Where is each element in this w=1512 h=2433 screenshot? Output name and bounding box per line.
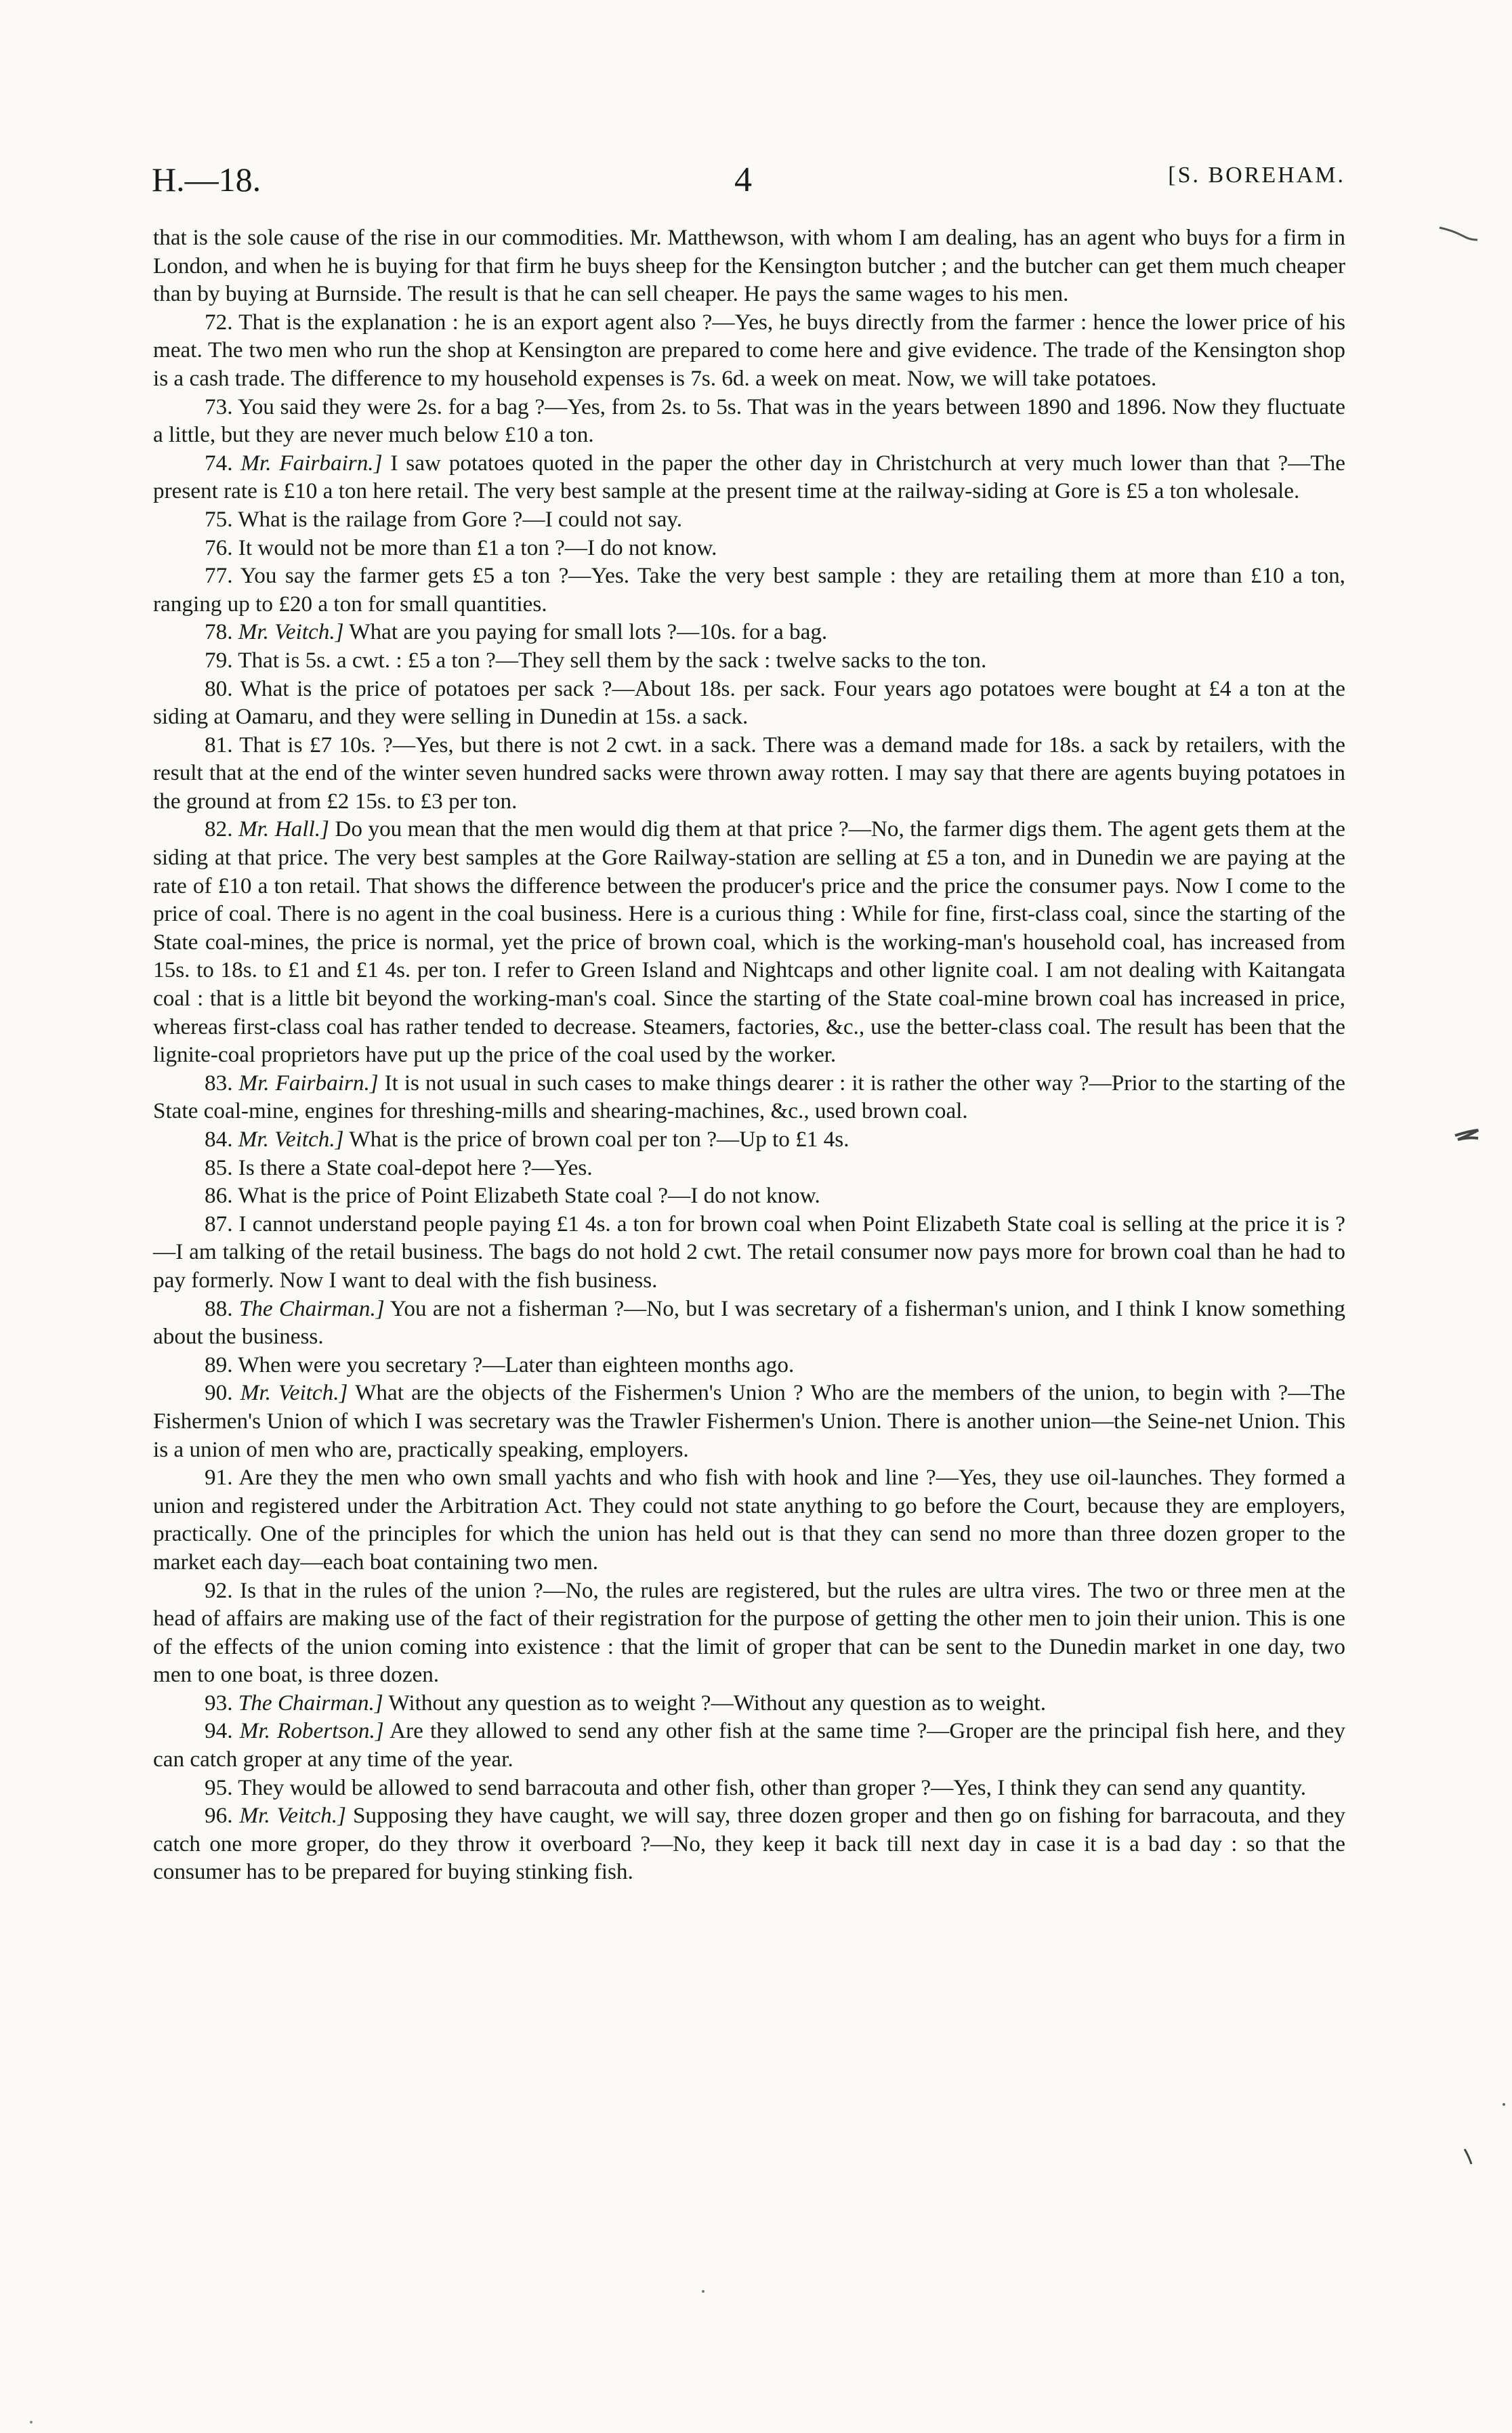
speaker: Mr. Fairbairn.]: [240, 450, 383, 476]
question-91: 91. Are they the men who own small yachts and who fish with hook and line ?—Yes, they use oil-launches. They formed a union and registered under the Arbitration Act. They could not state anything to go before the Court, because they are employers, practically. One of the principles for which the union has held out is that they can send no more than three dozen groper to the market each day—each boat containing two men.: [153, 1465, 1345, 1575]
question-number: 79.: [205, 647, 233, 673]
question-89: 89. When were you secretary ?—Later than eighteen months ago.: [205, 1352, 795, 1377]
question-74: 74. Mr. Fairbairn.] I saw potatoes quoted in the paper the other day in Christchurch at very much lower than that ?—The present rate is £10 a ton here retail. The very best sample at the present time at the railway-siding at Gore is £5 a ton wholesale.: [153, 450, 1345, 504]
question-78: 78. Mr. Veitch.] What are you paying for small lots ?—10s. for a bag.: [205, 619, 828, 645]
page-header: [152, 160, 1345, 201]
question-number: 94.: [205, 1718, 233, 1744]
question-number: 81.: [205, 732, 233, 757]
margin-mark-top: [1440, 228, 1477, 240]
question-number: 89.: [205, 1352, 233, 1377]
question-72: 72. That is the explanation : he is an export agent also ?—Yes, he buys directly from the farmer : hence the lower price of his meat. The two men who run the shop at Kensington are prepared to come here and give evidence. The trade of the Kensington shop is a cash trade. The difference to my household expenses is 7s. 6d. a week on meat. Now, we will take potatoes.: [153, 309, 1345, 391]
speaker: Mr. Robertson.]: [239, 1718, 384, 1744]
question-number: 83.: [205, 1070, 233, 1096]
question-number: 93.: [205, 1690, 233, 1715]
question-83: 83. Mr. Fairbairn.] It is not usual in such cases to make things dearer : it is rather the other way ?—Prior to the starting of the State coal-mine, engines for threshing-mills and shearing-machines, &c., used brown coal.: [153, 1070, 1345, 1124]
witness-name: [S. BOREHAM.: [1168, 163, 1345, 188]
question-number: 80.: [205, 675, 233, 701]
speaker: Mr. Veitch.]: [240, 1380, 348, 1406]
speck-mark: [30, 2421, 33, 2424]
question-number: 82.: [205, 816, 233, 842]
paragraph-continuation: that is the sole cause of the rise in our commodities. Mr. Matthewson, with whom I am dealing, has an agent who buys for a firm in London, and when he is buying for that firm he buys sheep for the Kensington butcher ; and the butcher can get them much cheaper than by buying at Burnside. The result is that he can sell cheaper. He pays the same wages to his men.: [153, 225, 1345, 307]
page-number: 4: [734, 161, 752, 199]
speaker: Mr. Veitch.]: [239, 1803, 346, 1829]
question-84: 84. Mr. Veitch.] What is the price of brown coal per ton ?—Up to £1 4s.: [205, 1127, 849, 1152]
question-number: 96.: [205, 1803, 233, 1829]
question-80: 80. What is the price of potatoes per sack ?—About 18s. per sack. Four years ago potatoes were bought at £4 a ton at the siding at Oamaru, and they were selling in Dunedin at 15s. a sack.: [153, 675, 1345, 730]
question-number: 88.: [205, 1295, 233, 1321]
speaker: The Chairman.]: [238, 1690, 383, 1715]
question-number: 95.: [205, 1774, 233, 1800]
speaker: The Chairman.]: [238, 1295, 385, 1321]
question-93: 93. The Chairman.] Without any question as to weight ?—Without any question as to weight.: [205, 1690, 1047, 1715]
question-87: 87. I cannot understand people paying £1 4s. a ton for brown coal when Point Elizabeth State coal is selling at the price it is ?—I am talking of the retail business. The bags do not hold 2 cwt. The retail consumer now pays more for brown coal than he had to pay formerly. Now I want to deal with the fish business.: [153, 1211, 1346, 1293]
question-number: 90.: [205, 1380, 233, 1406]
speaker: Mr. Veitch.]: [238, 619, 344, 645]
question-number: 76.: [205, 535, 233, 560]
question-number: 75.: [205, 506, 233, 532]
question-number: 73.: [205, 394, 233, 419]
body-text: [153, 224, 1345, 1886]
question-number: 85.: [205, 1155, 233, 1180]
question-81: 81. That is £7 10s. ?—Yes, but there is not 2 cwt. in a sack. There was a demand made for 18s. a sack by retailers, with the result that at the end of the winter seven hundred sacks were thrown away rotten. I may say that there are agents buying potatoes in the ground at from £2 15s. to £3 per ton.: [153, 732, 1345, 814]
speck-mark: [702, 2290, 705, 2293]
question-number: 84.: [205, 1127, 233, 1152]
question-96: 96. Mr. Veitch.] Supposing they have caught, we will say, three dozen groper and then go on fishing for barracouta, and they catch one more groper, do they throw it overboard ?—No, they keep it back till next day in case it is a bad day : so that the consumer has to be prepared for buying stinking fish.: [153, 1803, 1346, 1885]
question-95: 95. They would be allowed to send barracouta and other fish, other than groper ?—Yes, I think they can send any quantity.: [205, 1774, 1307, 1800]
margin-mark-middle: [1455, 1130, 1478, 1140]
question-79: 79. That is 5s. a cwt. : £5 a ton ?—They sell them by the sack : twelve sacks to the ton.: [205, 647, 987, 673]
question-number: 74.: [205, 450, 233, 476]
question-number: 91.: [205, 1465, 233, 1491]
speaker: Mr. Hall.]: [238, 816, 329, 842]
question-73: 73. You said they were 2s. for a bag ?—Yes, from 2s. to 5s. That was in the years between 1890 and 1896. Now they fluctuate a little, but they are never much below £10 a ton.: [153, 394, 1345, 448]
question-number: 87.: [205, 1211, 233, 1236]
question-85: 85. Is there a State coal-depot here ?—Yes.: [205, 1155, 593, 1180]
question-75: 75. What is the railage from Gore ?—I could not say.: [205, 506, 683, 532]
question-number: 86.: [205, 1183, 233, 1209]
margin-mark-bottom: [1465, 2149, 1471, 2164]
question-76: 76. It would not be more than £1 a ton ?—I do not know.: [205, 535, 717, 560]
speaker: Mr. Fairbairn.]: [238, 1070, 379, 1096]
document-reference: H.—18.: [152, 161, 261, 199]
question-number: 78.: [205, 619, 233, 645]
question-88: 88. The Chairman.] You are not a fisherman ?—No, but I was secretary of a fisherman's union, and I think I know something about the business.: [153, 1295, 1346, 1350]
question-77: 77. You say the farmer gets £5 a ton ?—Yes. Take the very best sample : they are retailing them at more than £10 a ton, ranging up to £20 a ton for small quantities.: [153, 563, 1345, 617]
question-86: 86. What is the price of Point Elizabeth State coal ?—I do not know.: [205, 1183, 820, 1209]
speaker: Mr. Veitch.]: [238, 1127, 344, 1152]
question-82: 82. Mr. Hall.] Do you mean that the men would dig them at that price ?—No, the farmer digs them. The agent gets them at the siding at that price. The very best samples at the Gore Railway-station are selling at £5 a ton, and in Dunedin we are paying at the rate of £10 a ton retail. That shows the difference between the producer's price and the price the consumer pays. Now I come to the price of coal. There is no agent in the coal business. Here is a curious thing : While for fine, first-class coal, since the starting of the State coal-mines, the price is normal, yet the price of brown coal, which is the working-man's household coal, has increased from 15s. to 18s. to £1 and £1 4s. per ton. I refer to Green Island and Nightcaps and other lignite coal. I am not dealing with Kaitangata coal : that is a little bit beyond the working-man's coal. Since the starting of the State coal-mine brown coal has increased in price, whereas first-class coal has rather tended to decrease. Steamers, factories, &c., use the better-class coal. The result has been that the lignite-coal proprietors have put up the price of the coal used by the worker.: [153, 816, 1345, 1068]
speck-mark: [1503, 2103, 1505, 2106]
question-90: 90. Mr. Veitch.] What are the objects of the Fishermen's Union ? Who are the members of the union, to begin with ?—The Fishermen's Union of which I was secretary was the Trawler Fishermen's Union. There is another union—the Seine-net Union. This is a union of men who are, practically speaking, employers.: [153, 1380, 1346, 1462]
question-number: 72.: [205, 309, 233, 335]
question-number: 92.: [205, 1577, 233, 1603]
question-92: 92. Is that in the rules of the union ?—No, the rules are registered, but the rules are ultra vires. The two or three men at the head of affairs are making use of the fact of their registration for the purpose of getting the other men to join their union. This is one of the effects of the union coming into existence : that the limit of groper that can be sent to the Dunedin market in one day, two men to one boat, is three dozen.: [153, 1577, 1346, 1688]
question-94: 94. Mr. Robertson.] Are they allowed to send any other fish at the same time ?—Groper are the principal fish here, and they can catch groper at any time of the year.: [153, 1718, 1345, 1772]
question-number: 77.: [205, 563, 233, 589]
